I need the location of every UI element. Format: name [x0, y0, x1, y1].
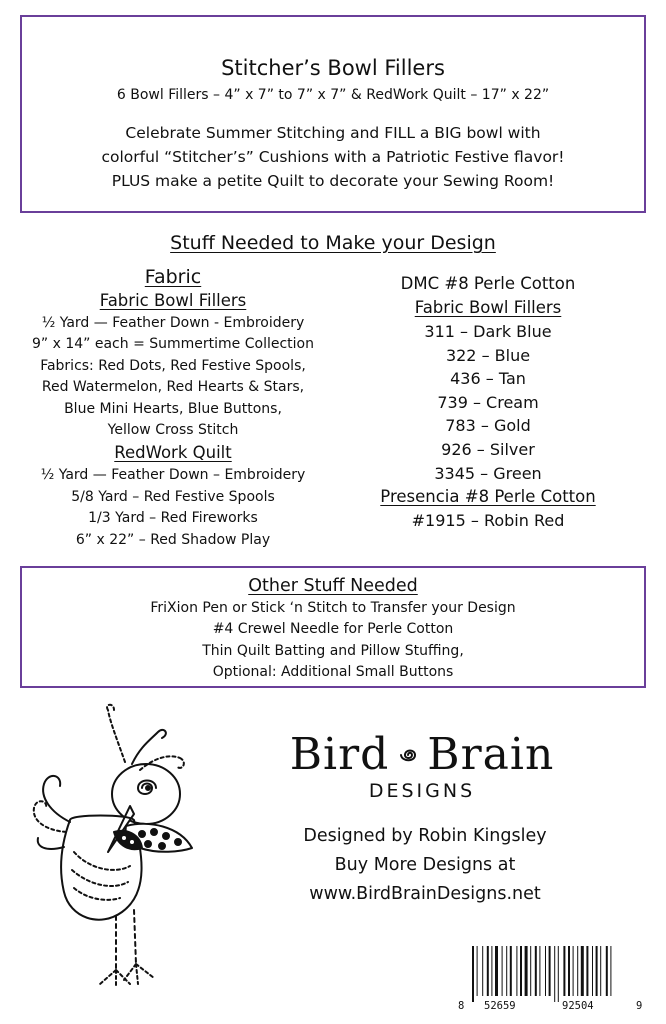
quilt-heading: RedWork Quilt: [114, 443, 232, 463]
barcode-bar: [487, 946, 489, 996]
other-stuff-line: Thin Quilt Batting and Pillow Stuffing,: [202, 642, 464, 659]
barcode-first-digit: 8: [458, 1000, 465, 1012]
barcode-bar: [491, 946, 492, 996]
barcode-bar: [482, 946, 483, 996]
fabric-line: Blue Mini Hearts, Blue Buttons,: [64, 400, 282, 417]
barcode-bar: [502, 946, 503, 996]
fabric-line: Fabrics: Red Dots, Red Festive Spools,: [40, 357, 306, 374]
barcode-bar: [568, 946, 570, 996]
blurb-line: colorful “Stitcher’s” Cushions with a Patriotic Festive flavor!: [101, 148, 565, 166]
barcode-bar: [516, 946, 517, 996]
thread-color: 783 – Gold: [445, 416, 531, 436]
thread-bowl-heading: Fabric Bowl Fillers: [414, 298, 562, 317]
thread-color: 322 – Blue: [445, 345, 531, 365]
barcode-bar: [592, 946, 593, 996]
barcode-bars: [458, 946, 648, 1002]
barcode-bar: [563, 946, 565, 996]
presencia-heading: Presencia #8 Perle Cotton: [380, 487, 596, 507]
other-stuff-line: #4 Crewel Needle for Perle Cotton: [212, 621, 454, 638]
barcode-bar: [577, 946, 578, 996]
website-url: www.BirdBrainDesigns.net: [309, 884, 541, 904]
barcode-bar: [558, 946, 559, 1002]
pattern-blurb: [22, 121, 644, 193]
thread-column: [368, 272, 608, 533]
spiral-icon: [397, 744, 419, 766]
barcode-bar: [510, 946, 512, 996]
fabric-line: 9” x 14” each = Summertime Collection: [32, 336, 314, 353]
thread-color: 436 – Tan: [450, 369, 526, 389]
barcode-bar: [472, 946, 474, 1002]
barcode-bar: [495, 946, 498, 996]
blurb-line: Celebrate Summer Stitching and FILL a BIG bowl with: [125, 124, 541, 142]
fabric-line: Red Watermelon, Red Hearts & Stars,: [41, 379, 305, 396]
barcode-bar: [573, 946, 574, 996]
fabric-heading: Fabric: [144, 266, 202, 288]
other-stuff-box: [20, 566, 646, 688]
thread-color: 926 – Silver: [441, 439, 535, 459]
fabric-line: Yellow Cross Stitch: [107, 422, 239, 439]
blurb-line: PLUS make a petite Quilt to decorate your Sewing Room!: [111, 172, 555, 190]
credits: [260, 822, 590, 909]
quilt-line: 1/3 Yard – Red Fireworks: [88, 510, 258, 527]
barcode-bar: [554, 946, 555, 1002]
quilt-line: 5/8 Yard – Red Festive Spools: [71, 488, 275, 505]
barcode-bar: [606, 946, 608, 996]
brand-word-bird: Bird: [289, 729, 390, 780]
barcode-bar: [525, 946, 528, 996]
thread-color: 311 – Dark Blue: [424, 322, 552, 341]
barcode-check-digit: 9: [636, 1000, 643, 1012]
presencia-line: #1915 – Robin Red: [411, 511, 565, 531]
bird-illustration: [30, 702, 220, 1002]
barcode-bar: [506, 946, 507, 996]
fabric-column: [0, 265, 346, 551]
brand-wordmark: [290, 730, 555, 780]
barcode-bar: [549, 946, 551, 996]
fabric-line: ½ Yard — Feather Down - Embroidery: [41, 315, 305, 331]
barcode-bar: [581, 946, 584, 996]
pattern-subtitle: 6 Bowl Fillers – 4” x 7” to 7” x 7” & RedWork Quilt – 17” x 22”: [116, 87, 550, 103]
barcode-bar: [530, 946, 531, 996]
barcode-bar: [477, 946, 478, 996]
stuff-needed-heading: Stuff Needed to Make your Design: [170, 232, 496, 254]
thread-color: 3345 – Green: [434, 463, 542, 483]
brand-word-brain: Brain: [427, 729, 555, 780]
barcode-right-digits: 92504: [562, 1000, 594, 1012]
pattern-info-box: [20, 15, 646, 213]
thread-color: 739 – Cream: [437, 392, 539, 412]
pattern-title: Stitcher’s Bowl Fillers: [221, 56, 445, 80]
barcode-bar: [586, 946, 588, 996]
other-stuff-line: FriXion Pen or Stick ‘n Stitch to Transfer your Design: [150, 600, 516, 616]
brand-logo: [282, 730, 562, 802]
other-stuff-heading: Other Stuff Needed: [248, 576, 418, 596]
barcode: [458, 946, 648, 1016]
barcode-bar: [520, 946, 522, 996]
barcode-bar: [535, 946, 537, 996]
brand-designs-label: DESIGNS: [368, 780, 476, 802]
barcode-bar: [596, 946, 598, 996]
dmc-heading: DMC #8 Perle Cotton: [400, 274, 576, 293]
designer-credit: Designed by Robin Kingsley: [303, 826, 547, 846]
barcode-left-digits: 52659: [484, 1000, 516, 1012]
buy-more-text: Buy More Designs at: [334, 855, 516, 875]
other-stuff-line: Optional: Additional Small Buttons: [212, 664, 454, 681]
barcode-bar: [545, 946, 546, 996]
fabric-bowl-heading: Fabric Bowl Fillers: [99, 291, 247, 310]
barcode-bar: [539, 946, 540, 996]
barcode-bar: [610, 946, 611, 996]
barcode-bar: [600, 946, 601, 996]
quilt-line: ½ Yard — Feather Down – Embroidery: [40, 467, 306, 484]
quilt-line: 6” x 22” – Red Shadow Play: [75, 531, 271, 548]
